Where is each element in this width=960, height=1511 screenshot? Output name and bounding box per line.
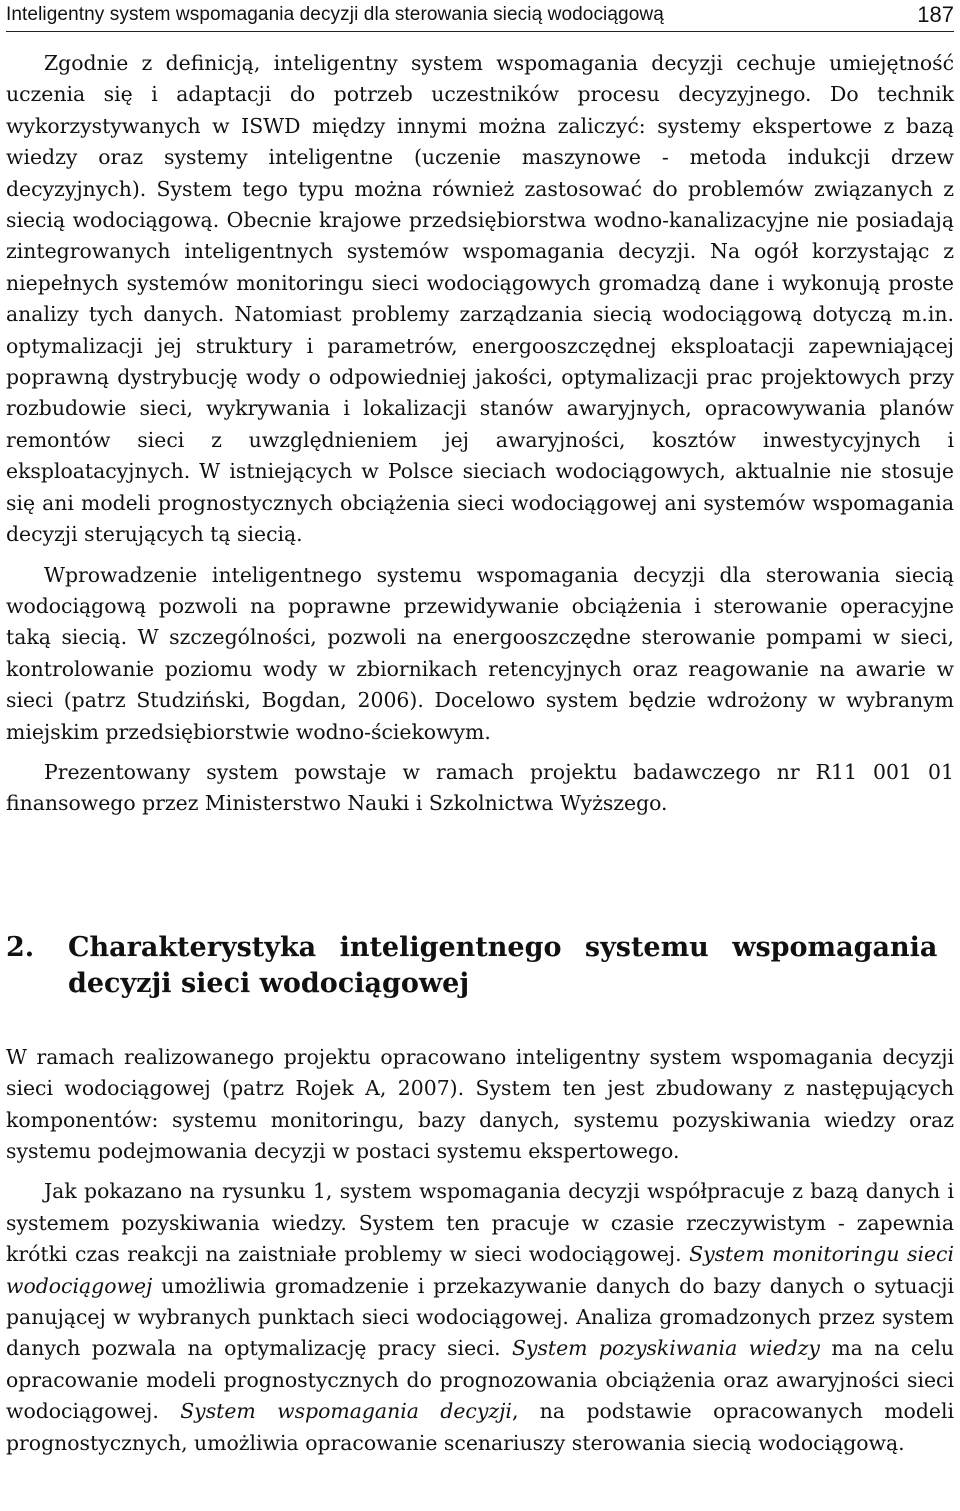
italic-term-monitoring: System monitoringu sieci wodociągowej	[6, 1242, 954, 1298]
paragraph: Prezentowany system powstaje w ramach projektu badawczego nr R11 001 01 finansowego przez Ministerstwo Nauki i Szkolnictwa Wyższego.	[6, 759, 954, 816]
section-title	[68, 930, 954, 1002]
running-header	[6, 0, 954, 32]
page	[6, 0, 954, 1459]
text-run: ma na celu opracowanie modeli prognostycznych do prognozowania obciążenia oraz awaryjności sieci wodociągowej.	[6, 1336, 954, 1424]
italic-term-decision: System wspomagania decyzji	[180, 1399, 512, 1424]
body-text	[6, 48, 954, 820]
section-paragraph: W ramach realizowanego projektu opracowano inteligentny system wspomagania decyzji sieci wodociągowej (patrz Rojek A, 2007). System ten jest zbudowany z następujących komponentów: systemu monitoringu, bazy danych, systemu pozyskiwania wiedzy oraz systemu podejmowania decyzji w postaci systemu ekspertowego.	[6, 1044, 954, 1163]
section-paragraph-with-italics	[6, 1176, 954, 1459]
text-run: umożliwia gromadzenie i przekazywanie danych do bazy danych o sytuacji panującej w wybranych punktach sieci wodociągowej. Analiza gromadzonych przez system danych pozwala na optymalizację pracy sieci.	[6, 1273, 954, 1361]
text-run: Jak pokazano na rysunku 1, system wspomagania decyzji współpracuje z bazą danych i systemem pozyskiwania wiedzy. System ten pracuje w czasie rzeczywistym - zapewnia krótki czas reakcji na zaistniałe problemy w sieci wodociągowej.	[6, 1179, 954, 1267]
section-title-line-1: Charakterystyka inteligentnego systemu wspomagania	[68, 931, 938, 963]
paragraph: Zgodnie z definicją, inteligentny system wspomagania decyzji cechuje umiejętność uczenia się i adaptacji do potrzeb uczestników procesu decyzyjnego. Do technik wykorzystywanych w ISWD między innymi można zaliczyć: systemy ekspertowe z bazą wiedzy oraz systemy inteligentne (uczenie maszynowe - metoda indukcji drzew decyzyjnych). System tego typu można również zastosować do problemów związanych z siecią wodociągową. Obecnie krajowe przedsiębiorstwa wodno-kanalizacyjne nie posiadają zintegrowanych inteligentnych systemów wspomagania decyzji. Na ogół korzystając z niepełnych systemów monitoringu sieci wodociągowych gromadzą dane i wykonują proste analizy tych danych. Natomiast problemy zarządzania siecią wodociągową dotyczą m.in. optymalizacji jej struktury i parametrów, energooszczędnej eksploatacji zapewniającej poprawną dystrybucję wody o odpowiedniej jakości, optymalizacji prac projektowych przy rozbudowie sieci, wykrywania i lokalizacji stanów awaryjnych, opracowywania planów remontów sieci z uwzględnieniem jej awaryjności, kosztów inwestycyjnych i eksploatacyjnych. W istniejących w Polsce sieciach wodociągowych, aktualnie nie stosuje się ani modeli prognostycznych obciążenia sieci wodociągowej ani systemów wspomagania decyzji sterujących tą siecią.	[6, 51, 954, 547]
paragraph: Wprowadzenie inteligentnego systemu wspomagania decyzji dla sterowania siecią wodociągową pozwoli na poprawne przewidywanie obciążenia i sterowanie operacyjne taką siecią. W szczególności, pozwoli na energooszczędne sterowanie pompami w sieci, kontrolowanie poziomu wody w zbiornikach retencyjnych oraz reagowanie na awarie w sieci (patrz Studziński, Bogdan, 2006). Docelowo system będzie wdrożony w wybranym miejskim przedsiębiorstwie wodno-ściekowym.	[6, 562, 954, 744]
section-heading	[6, 930, 954, 1002]
page-number: 187	[917, 2, 954, 27]
section-number: 2.	[6, 931, 35, 963]
running-title: Inteligentny system wspomagania decyzji dla sterowania siecią wodociągową	[6, 4, 664, 25]
section-title-line-2: decyzji sieci wodociągowej	[68, 967, 470, 999]
italic-term-knowledge: System pozyskiwania wiedzy	[511, 1336, 820, 1361]
text-run: , na podstawie opracowanych modeli prognostycznych, umożliwia opracowanie scenariuszy sterowania siecią wodociągową.	[6, 1399, 954, 1455]
